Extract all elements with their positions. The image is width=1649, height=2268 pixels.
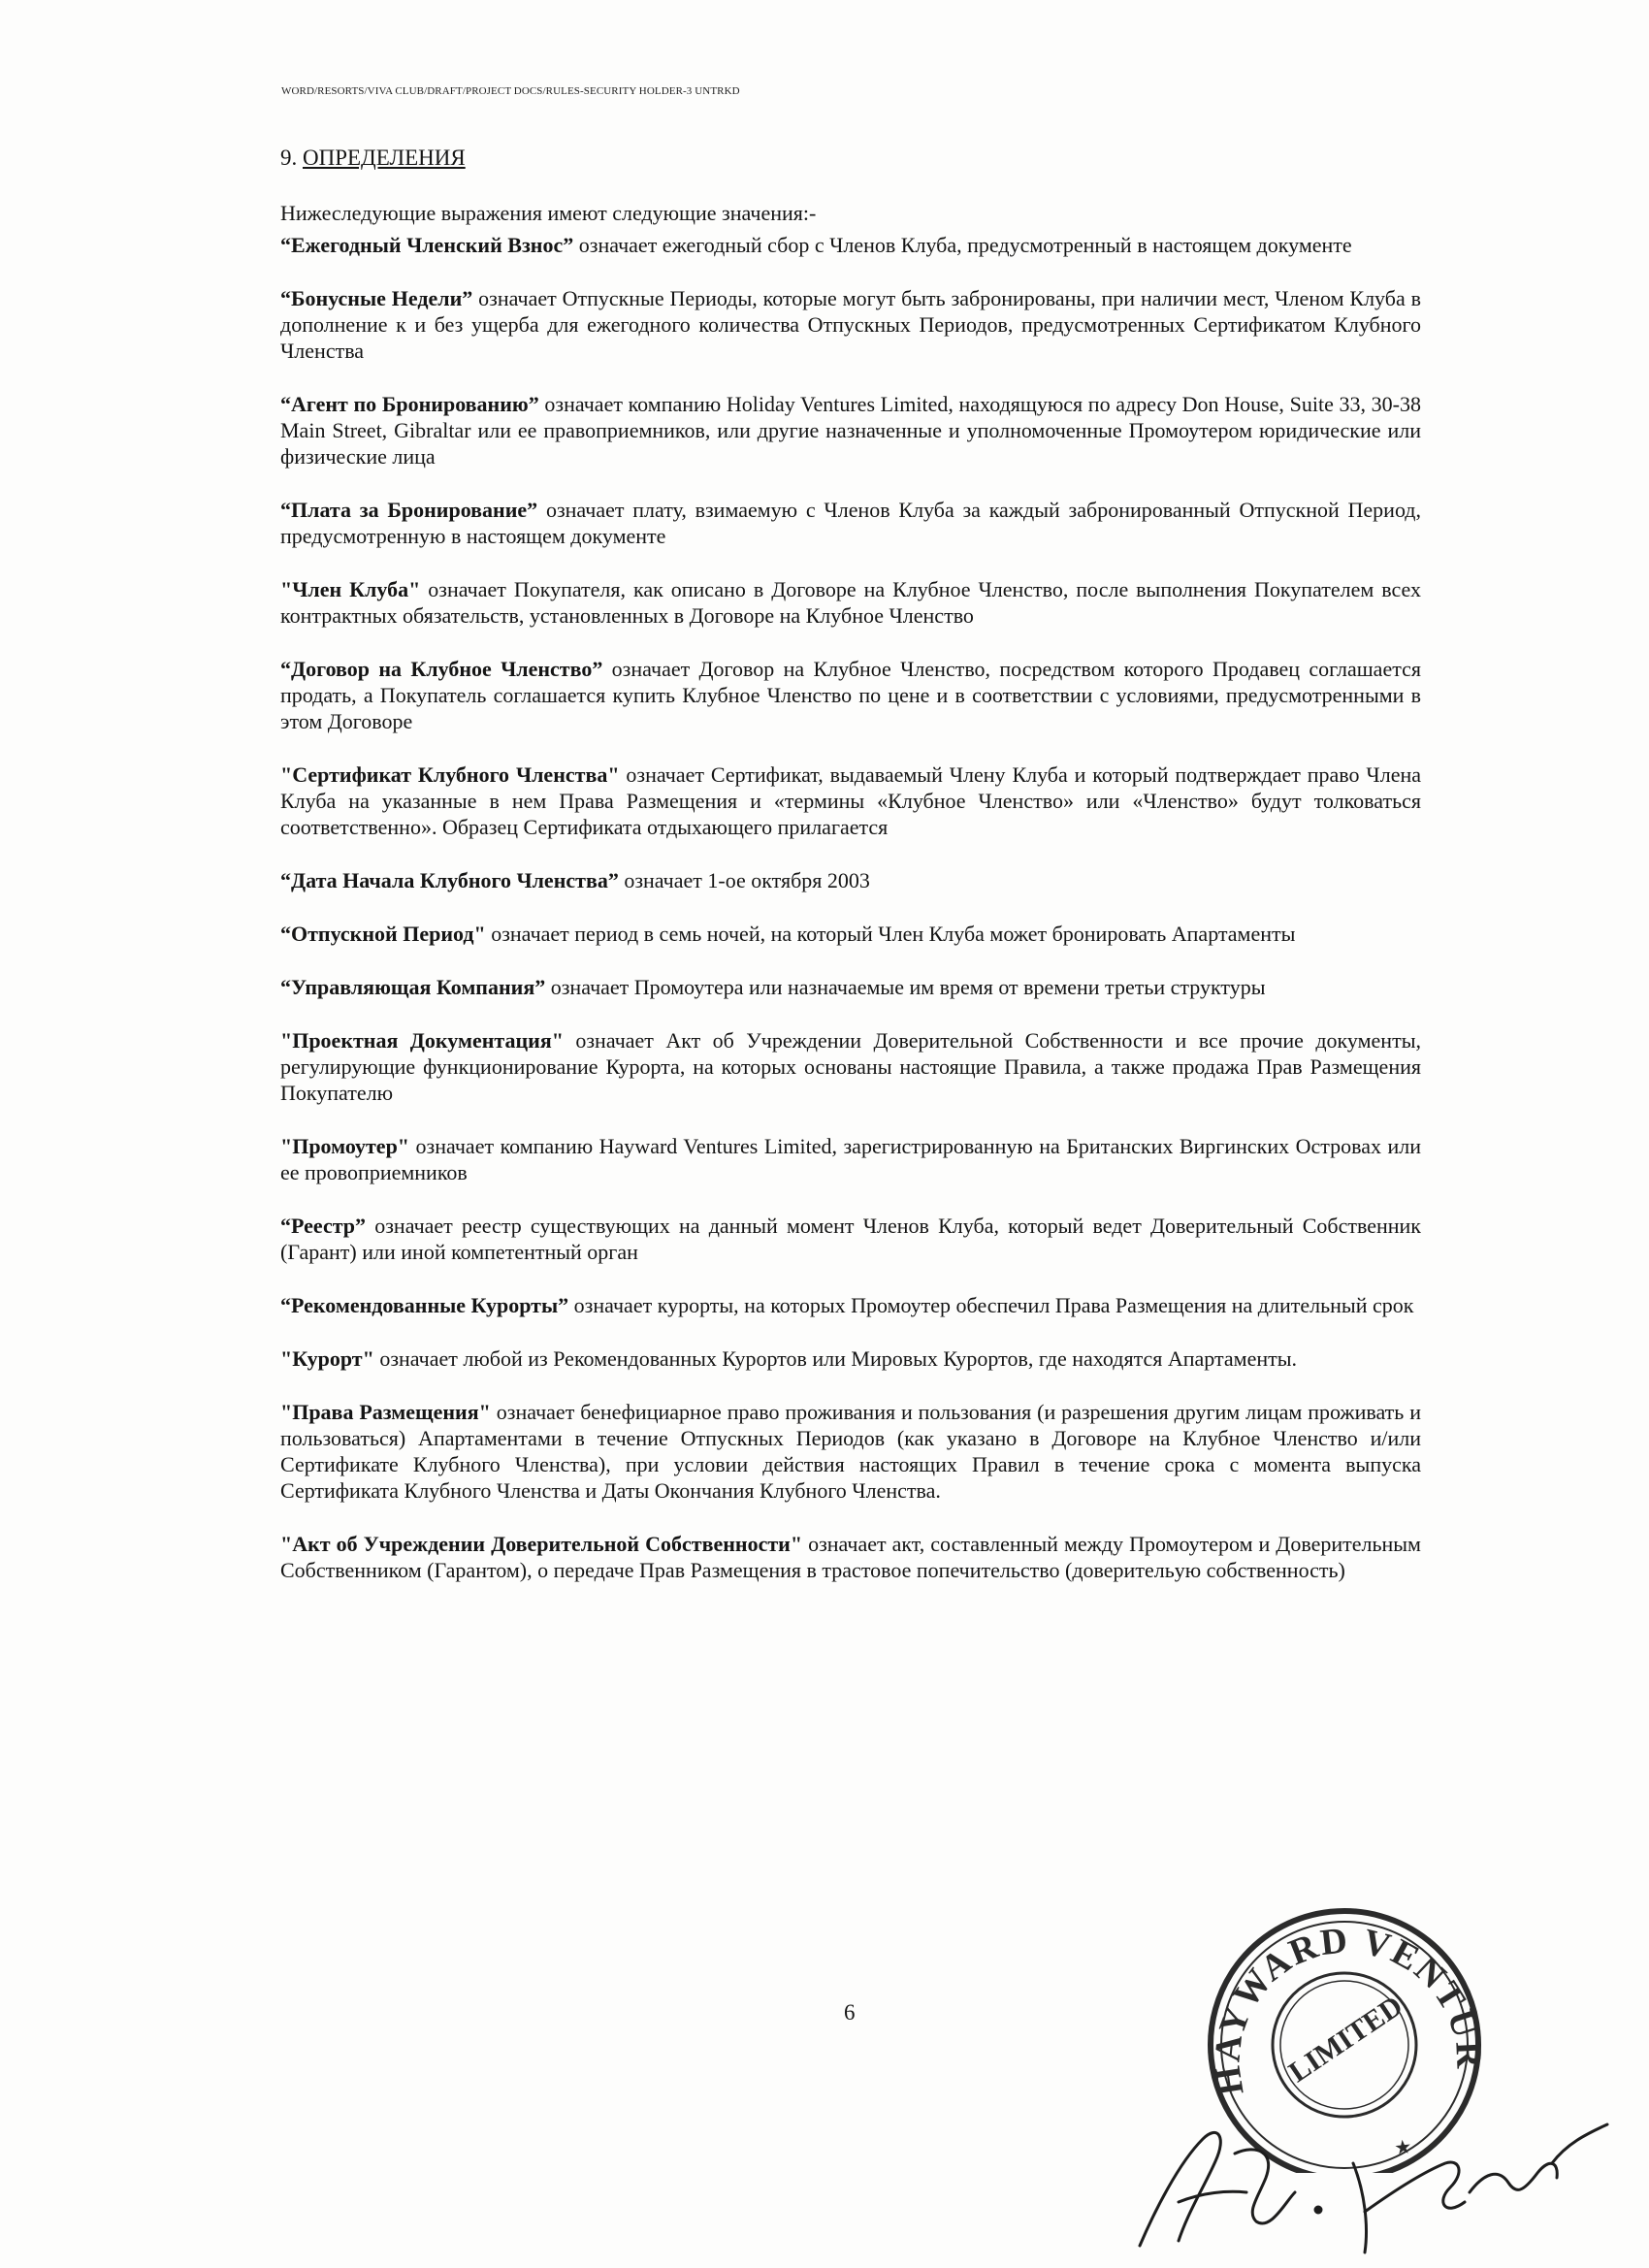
definition-text: означает Акт об Учреждении Доверительной Собственности и все прочие документы, регулирующие функционирование Курорта, на которых основаны настоящие Правила, а также продажа Прав Размещения Покупателю bbox=[280, 1028, 1421, 1105]
definition-term: “Плата за Бронирование” bbox=[280, 498, 538, 522]
definition-vacation-period bbox=[280, 921, 1421, 947]
definition-bonus-weeks bbox=[280, 285, 1421, 364]
definition-term: “Бонусные Недели” bbox=[280, 286, 473, 310]
page-number: 6 bbox=[844, 2000, 856, 2025]
definition-term: "Акт об Учреждении Доверительной Собственности" bbox=[280, 1532, 803, 1556]
definition-trust-deed bbox=[280, 1531, 1421, 1583]
definition-membership-start-date bbox=[280, 867, 1421, 893]
definition-club-member bbox=[280, 576, 1421, 629]
definition-text: означает любой из Рекомендованных Курортов или Мировых Курортов, где находятся Апартаменты. bbox=[373, 1346, 1298, 1371]
definition-text: означает период в семь ночей, на который Член Клуба может бронировать Апартаменты bbox=[485, 922, 1296, 946]
document-path-header: WORD/RESORTS/VIVA CLUB/DRAFT/PROJECT DOCS/RULES-SECURITY HOLDER-3 UNTRKD bbox=[281, 85, 740, 97]
definition-term: "Курорт" bbox=[280, 1346, 374, 1371]
definition-recommended-resorts bbox=[280, 1292, 1421, 1318]
section-number: 9. bbox=[280, 146, 298, 170]
definition-term: “Договор на Клубное Членство” bbox=[280, 657, 603, 681]
definition-promoter bbox=[280, 1133, 1421, 1185]
definition-text: означает компанию Hayward Ventures Limited, зарегистрированную на Британских Виргинских Островах или ее провоприемников bbox=[280, 1134, 1421, 1184]
definition-text: означает реестр существующих на данный момент Членов Клуба, который ведет Доверительный Собственник (Гарант) или иной компетентный орган bbox=[280, 1214, 1421, 1264]
definition-accommodation-rights bbox=[280, 1399, 1421, 1504]
definition-term: “Ежегодный Членский Взнос” bbox=[280, 233, 574, 257]
definition-project-documentation bbox=[280, 1027, 1421, 1106]
definition-term: "Сертификат Клубного Членства" bbox=[280, 762, 620, 787]
definition-booking-fee bbox=[280, 497, 1421, 549]
definition-term: “Управляющая Компания” bbox=[280, 975, 546, 999]
definition-management-company bbox=[280, 974, 1421, 1000]
definition-term: "Права Размещения" bbox=[280, 1400, 491, 1424]
definition-text: означает Промоутера или назначаемые им время от времени третьи структуры bbox=[545, 975, 1266, 999]
definition-term: “Рекомендованные Курорты” bbox=[280, 1293, 569, 1317]
section-heading bbox=[280, 146, 1421, 171]
definitions-list bbox=[280, 232, 1421, 1583]
stamp-star-icon: ★ bbox=[1393, 2134, 1413, 2160]
definition-term: "Член Клуба" bbox=[280, 577, 421, 601]
definition-annual-fee bbox=[280, 232, 1421, 258]
section-title: ОПРЕДЕЛЕНИЯ bbox=[303, 146, 466, 170]
definition-text: означает акт, составленный между Промоутером и Доверительным Собственником (Гарантом), о передаче Прав Размещения в трастовое попечительство (доверительую собственность) bbox=[280, 1532, 1421, 1582]
definition-register bbox=[280, 1213, 1421, 1265]
definition-text: означает Покупателя, как описано в Договоре на Клубное Членство, после выполнения Покупателем всех контрактных обязательств, установленных в Договоре на Клубное Членство bbox=[280, 577, 1421, 628]
definition-term: "Проектная Документация" bbox=[280, 1028, 564, 1053]
definitions-section bbox=[280, 146, 1421, 1610]
definition-text: означает Договор на Клубное Членство, посредством которого Продавец соглашается продать, а Покупатель соглашается купить Клубное Членство по цене и в соответствии с условиями, предусмотренными в этом Договоре bbox=[280, 657, 1421, 733]
definition-term: "Промоутер" bbox=[280, 1134, 410, 1158]
definition-text: означает компанию Holiday Ventures Limited, находящуюся по адресу Don House, Suite 33, 30-38 Main Street, Gibraltar или ее правоприемников, или другие назначенные и уполномоченные Промоутером юридические или физические лица bbox=[280, 392, 1421, 469]
definition-term: “Реестр” bbox=[280, 1214, 367, 1238]
section-intro: Нижеследующие выражения имеют следующие значения:- bbox=[280, 201, 817, 225]
definition-text: означает Сертификат, выдаваемый Члену Клуба и который подтверждает право Члена Клуба на указанные в нем Права Размещения и «термины «Клубное Членство» или «Членство» будут толковаться соответственно». Образец Сертификата отдыхающего прилагается bbox=[280, 762, 1422, 839]
definition-membership-agreement bbox=[280, 656, 1421, 734]
definition-term: “Дата Начала Клубного Членства” bbox=[280, 868, 619, 892]
definition-text: означает курорты, на которых Промоутер обеспечил Права Размещения на длительный срок bbox=[568, 1293, 1414, 1317]
definition-text: означает плату, взимаемую с Членов Клуба за каждый забронированный Отпускной Период, предусмотренную в настоящем документе bbox=[280, 498, 1421, 548]
definition-membership-certificate bbox=[280, 761, 1421, 840]
definition-booking-agent bbox=[280, 391, 1421, 470]
stamp-ring-text: HAYWARD VENTURES bbox=[1207, 1920, 1490, 2098]
definition-text: означает 1-ое октября 2003 bbox=[618, 868, 870, 892]
definition-term: “Отпускной Период" bbox=[280, 922, 486, 946]
definition-text: означает Отпускные Периоды, которые могут быть забронированы, при наличии мест, Членом Клуба в дополнение к и без ущерба для ежегодного количества Отпускных Периодов, предусмотренных Сертификатом Клубного Членства bbox=[280, 286, 1421, 363]
definition-text: означает ежегодный сбор с Членов Клуба, предусмотренный в настоящем документе bbox=[573, 233, 1352, 257]
definition-text: означает бенефициарное право проживания и пользования (и разрешения другим лицам проживать и пользоваться) Апартаментами в течение Отпускных Периодов (как указано в Договоре на Клубное Членство и/или Сертификате Клубного Членства), при условии действия настоящих Правил в течение срока с момента выпуска Сертификата Клубного Членства и Даты Окончания Клубного Членства. bbox=[280, 1400, 1421, 1503]
definition-term: “Агент по Бронированию” bbox=[280, 392, 539, 416]
stamp-center-text: LIMITED bbox=[1282, 1990, 1408, 2090]
handwritten-signature bbox=[1111, 2047, 1625, 2260]
definition-resort bbox=[280, 1345, 1421, 1372]
